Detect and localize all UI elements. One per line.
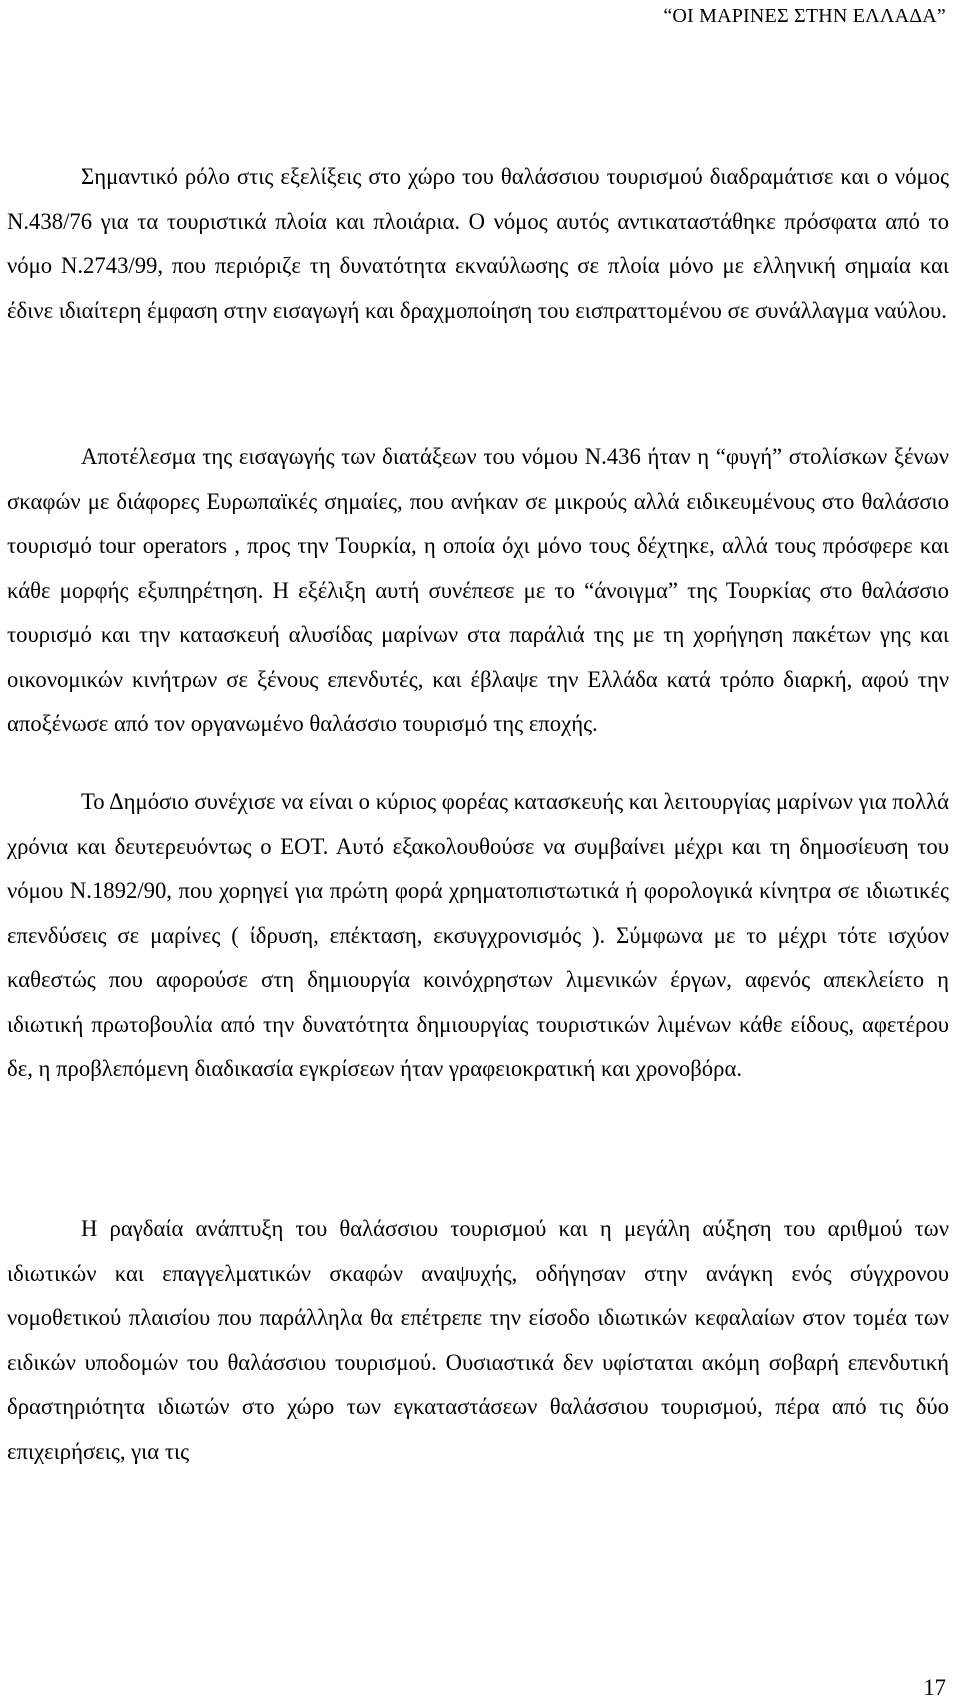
running-header-title: “ΟΙ ΜΑΡΙΝΕΣ ΣΤΗΝ ΕΛΛΑΔΑ”: [663, 5, 946, 27]
paragraph-4: Η ραγδαία ανάπτυξη του θαλάσσιου τουρισμού και η μεγάλη αύξηση του αριθμού των ιδιωτικών και επαγγελματικών σκαφών αναψυχής, οδήγησαν στην ανάγκη ενός σύγχρονου νομοθετικού πλαισίου που παράλληλα θα επέτρεπε την είσοδο ιδιωτικών κεφαλαίων στον τομέα των ειδικών υποδομών του θαλάσσιου τουρισμού. Ουσιαστικά δεν υφίσταται ακόμη σοβαρή επενδυτική δραστηριότητα ιδιωτών στο χώρο των εγκαταστάσεων θαλάσσιου τουρισμού, πέρα από τις δύο επιχειρήσεις, για τις: [7, 1216, 949, 1464]
paragraph-1: Σημαντικό ρόλο στις εξελίξεις στο χώρο του θαλάσσιου τουρισμού διαδραμάτισε και ο νόμος Ν.438/76 για τα τουριστικά πλοία και πλοιάρια. Ο νόμος αυτός αντικαταστάθηκε πρόσφατα από το νόμο Ν.2743/99, που περιόριζε τη δυνατότητα εκναύλωσης σε πλοία μόνο με ελληνική σημαία και έδινε ιδιαίτερη έμφαση στην εισαγωγή και δραχμοποίηση του εισπραττομένου σε συνάλλαγμα ναύλου.: [7, 164, 949, 323]
paragraph-2: Αποτέλεσμα της εισαγωγής των διατάξεων του νόμου Ν.436 ήταν η “φυγή” στολίσκων ξένων σκαφών με διάφορες Ευρωπαϊκές σημαίες, που ανήκαν σε μικρούς αλλά ειδικευμένους στο θαλάσσιο τουρισμό tour operators , προς την Τουρκία, η οποία όχι μόνο τους δέχτηκε, αλλά τους πρόσφερε και κάθε μορφής εξυπηρέτηση. Η εξέλιξη αυτή συνέπεσε με το “άνοιγμα” της Τουρκίας στο θαλάσσιο τουρισμό και την κατασκευή αλυσίδας μαρίνων στα παράλιά της με τη χορήγηση πακέτων γης και οικονομικών κινήτρων σε ξένους επενδυτές, και έβλαψε την Ελλάδα κατά τρόπο διαρκή, αφού την αποξένωσε από τον οργανωμένο θαλάσσιο τουρισμό της εποχής.: [7, 444, 949, 736]
paragraph-3: Το Δημόσιο συνέχισε να είναι ο κύριος φορέας κατασκευής και λειτουργίας μαρίνων για πολλά χρόνια και δευτερευόντως ο ΕΟΤ. Αυτό εξακολουθούσε να συμβαίνει μέχρι και τη δημοσίευση του νόμου Ν.1892/90, που χορηγεί για πρώτη φορά χρηματοπιστωτικά ή φορολογικά κίνητρα σε ιδιωτικές επενδύσεις σε μαρίνες ( ίδρυση, επέκταση, εκσυγχρονισμός ). Σύμφωνα με το μέχρι τότε ισχύον καθεστώς που αφορούσε στη δημιουργία κοινόχρηστων λιμενικών έργων, αφενός απεκλείετο η ιδιωτική πρωτοβουλία από την δυνατότητα δημιουργίας τουριστικών λιμένων κάθε είδους, αφετέρου δε, η προβλεπόμενη διαδικασία εγκρίσεων ήταν γραφειοκρατική και χρονοβόρα.: [7, 789, 949, 1081]
page-number: 17: [923, 1675, 946, 1700]
